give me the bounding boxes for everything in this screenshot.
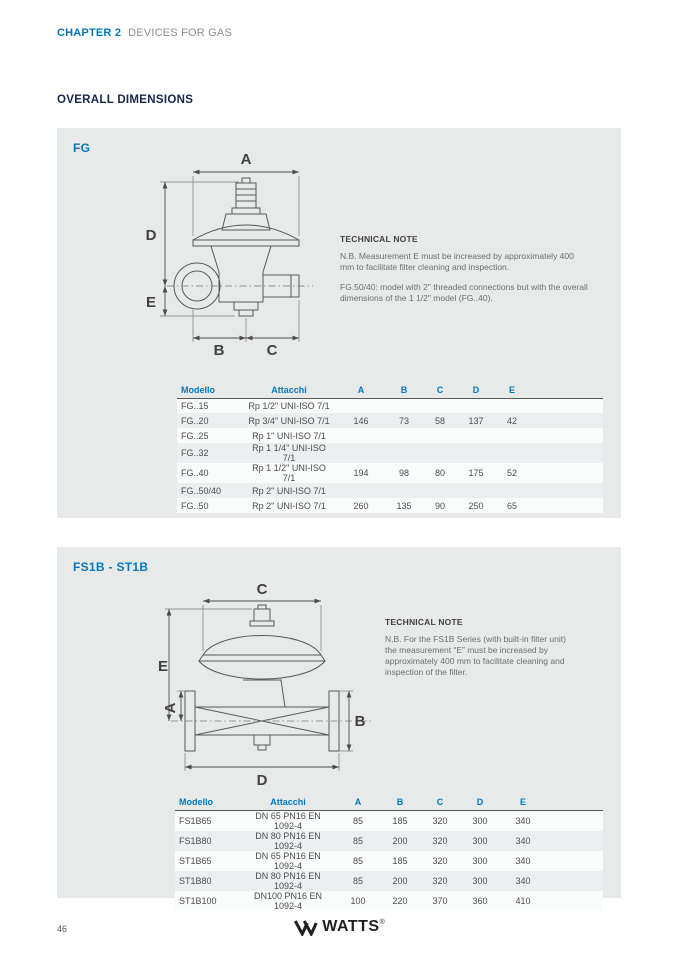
fs1b-dimension-d bbox=[185, 753, 339, 789]
page-number: 46 bbox=[57, 924, 68, 934]
cell-a bbox=[337, 398, 385, 413]
cell-a: 85 bbox=[352, 875, 363, 886]
table-row bbox=[175, 831, 603, 851]
cell-a: 194 bbox=[353, 468, 369, 478]
fg-technical-note-title: TECHNICAL NOTE bbox=[340, 234, 418, 244]
cell-modello: FG..15 bbox=[181, 400, 209, 411]
fg-dim-label-a: A bbox=[240, 151, 252, 168]
column-header-b: B bbox=[379, 794, 421, 810]
cell-d bbox=[457, 443, 495, 463]
cell-e: 340 bbox=[515, 835, 531, 846]
fs1b-technical-note bbox=[385, 617, 577, 687]
cell-attacchi: Rp 1 1/2" UNI-ISO 7/1 bbox=[252, 463, 326, 483]
cell-filler bbox=[545, 831, 603, 851]
cell-b: 135 bbox=[396, 500, 412, 511]
column-header-a: A bbox=[337, 382, 385, 398]
fs1b-dim-label-c: C bbox=[256, 581, 268, 598]
cell-c bbox=[423, 428, 457, 443]
fs1b-dim-label-d: D bbox=[256, 772, 268, 789]
table-header-row bbox=[177, 382, 603, 398]
cell-e: 42 bbox=[506, 415, 517, 426]
table-row bbox=[177, 413, 603, 428]
cell-b: 200 bbox=[392, 835, 408, 846]
fg-drawing-svg bbox=[131, 148, 351, 368]
column-header-attacchi: Attacchi bbox=[241, 382, 337, 398]
column-header-e: E bbox=[501, 794, 545, 810]
cell-d: 175 bbox=[468, 468, 484, 478]
cell-filler bbox=[529, 398, 603, 413]
cell-b: 98 bbox=[398, 468, 409, 478]
watts-logo bbox=[293, 918, 384, 936]
brand-name: WATTS bbox=[322, 918, 380, 935]
table-row bbox=[177, 498, 603, 513]
fs1b-technical-note-para1: N.B. For the FS1B Series (with built-in filter unit) the measurement “E” must be increased by approximately 400 mm to facilitate cleaning and inspection of the filter. bbox=[385, 634, 566, 677]
fs1b-dimension-a bbox=[162, 691, 185, 721]
cell-c: 90 bbox=[434, 500, 445, 511]
cell-b: 200 bbox=[392, 875, 408, 886]
column-header-d: D bbox=[457, 382, 495, 398]
cell-attacchi: DN 80 PN16 EN 1092-4 bbox=[255, 870, 321, 891]
cell-e: 410 bbox=[515, 895, 531, 906]
table-row bbox=[177, 463, 603, 483]
chapter-label: CHAPTER 2 bbox=[57, 27, 122, 39]
fg-dim-label-b: B bbox=[213, 342, 225, 359]
table-header-row bbox=[175, 794, 603, 810]
cell-attacchi: Rp 1/2" UNI-ISO 7/1 bbox=[248, 400, 330, 411]
cell-attacchi: DN100 PN16 EN 1092-4 bbox=[253, 890, 323, 911]
cell-modello: FG..50/40 bbox=[181, 485, 222, 496]
cell-b: 185 bbox=[392, 855, 408, 866]
fg-dimension-d bbox=[146, 182, 239, 286]
cell-a: 146 bbox=[353, 415, 369, 426]
fg-dim-label-c: C bbox=[266, 342, 278, 359]
fs1b-dimension-b bbox=[339, 691, 366, 751]
cell-e: 340 bbox=[515, 815, 531, 826]
cell-modello: FS1B80 bbox=[179, 835, 212, 846]
cell-filler bbox=[529, 428, 603, 443]
fs1b-panel-title: FS1B - ST1B bbox=[73, 560, 149, 574]
cell-d bbox=[457, 483, 495, 498]
cell-attacchi: Rp 2" UNI-ISO 7/1 bbox=[252, 500, 326, 511]
cell-c: 58 bbox=[434, 415, 445, 426]
fs1b-dimension-c bbox=[203, 581, 321, 651]
cell-modello: ST1B100 bbox=[179, 895, 217, 906]
cell-filler bbox=[545, 891, 603, 911]
cell-a: 85 bbox=[352, 855, 363, 866]
cell-a: 100 bbox=[350, 895, 366, 906]
table-row bbox=[177, 443, 603, 463]
fs1b-dim-label-e: E bbox=[157, 658, 169, 675]
fs1b-dim-label-a: A bbox=[162, 702, 179, 714]
fs1b-device-outline bbox=[185, 605, 339, 751]
cell-e: 52 bbox=[506, 468, 517, 478]
fg-panel-title: FG bbox=[73, 141, 91, 155]
cell-e bbox=[495, 398, 529, 413]
fs1b-technical-note-title: TECHNICAL NOTE bbox=[385, 617, 463, 627]
cell-a bbox=[337, 428, 385, 443]
cell-c bbox=[423, 483, 457, 498]
cell-attacchi: DN 65 PN16 EN 1092-4 bbox=[255, 810, 321, 831]
column-header-b: B bbox=[385, 382, 423, 398]
cell-filler bbox=[545, 851, 603, 871]
fg-technical-note bbox=[340, 234, 588, 313]
cell-modello: FG..32 bbox=[181, 448, 209, 458]
cell-c: 370 bbox=[432, 895, 448, 906]
column-header-filler bbox=[545, 794, 603, 810]
column-header-modello: Modello bbox=[175, 794, 239, 810]
column-header-c: C bbox=[423, 382, 457, 398]
cell-a bbox=[337, 443, 385, 463]
fg-dimension-drawing bbox=[131, 148, 351, 368]
cell-a: 85 bbox=[352, 835, 363, 846]
cell-modello: ST1B80 bbox=[179, 875, 212, 886]
cell-b bbox=[385, 398, 423, 413]
fg-dimensions-table bbox=[177, 382, 603, 513]
cell-filler bbox=[529, 443, 603, 463]
fg-dimension-b-c bbox=[193, 300, 299, 359]
cell-modello: FG..40 bbox=[181, 468, 209, 478]
column-header-c: C bbox=[421, 794, 459, 810]
table-row bbox=[175, 810, 603, 831]
fs1b-drawing-svg bbox=[157, 581, 387, 791]
watts-logo-mark-icon bbox=[293, 919, 319, 936]
cell-filler bbox=[529, 498, 603, 513]
page-footer bbox=[0, 916, 678, 946]
cell-filler bbox=[545, 871, 603, 891]
table-row bbox=[177, 398, 603, 413]
fg-technical-note-para1: N.B. Measurement E must be increased by approximately 400 mm to facilitate filter cleaning and inspection. bbox=[340, 251, 574, 272]
column-header-filler bbox=[529, 382, 603, 398]
cell-filler bbox=[529, 463, 603, 483]
cell-c bbox=[423, 443, 457, 463]
cell-c: 320 bbox=[432, 835, 448, 846]
fs1b-dim-label-b: B bbox=[354, 713, 366, 730]
cell-d: 300 bbox=[472, 815, 488, 826]
cell-attacchi: Rp 1" UNI-ISO 7/1 bbox=[252, 430, 326, 441]
cell-modello: ST1B65 bbox=[179, 855, 212, 866]
cell-filler bbox=[545, 810, 603, 831]
cell-a: 85 bbox=[352, 815, 363, 826]
cell-e bbox=[495, 443, 529, 463]
chapter-subtitle: DEVICES FOR GAS bbox=[128, 27, 233, 39]
cell-modello: FG..20 bbox=[181, 415, 209, 426]
cell-attacchi: DN 80 PN16 EN 1092-4 bbox=[255, 830, 321, 851]
cell-d: 300 bbox=[472, 875, 488, 886]
column-header-modello: Modello bbox=[177, 382, 241, 398]
cell-e bbox=[495, 483, 529, 498]
fg-panel bbox=[57, 128, 621, 518]
cell-e: 340 bbox=[515, 855, 531, 866]
fs1b-dimensions-table bbox=[175, 794, 603, 911]
cell-d: 300 bbox=[472, 855, 488, 866]
cell-modello: FS1B65 bbox=[179, 815, 212, 826]
cell-e bbox=[495, 428, 529, 443]
cell-d: 360 bbox=[472, 895, 488, 906]
fg-dimension-a bbox=[193, 151, 299, 236]
cell-b bbox=[385, 483, 423, 498]
cell-b bbox=[385, 428, 423, 443]
cell-c: 320 bbox=[432, 855, 448, 866]
fg-dim-label-e: E bbox=[145, 294, 157, 311]
registered-trademark: ® bbox=[379, 919, 385, 926]
cell-c: 320 bbox=[432, 815, 448, 826]
cell-a: 260 bbox=[353, 500, 369, 511]
cell-b: 220 bbox=[392, 895, 408, 906]
column-header-attacchi: Attacchi bbox=[239, 794, 337, 810]
table-row bbox=[175, 851, 603, 871]
cell-attacchi: Rp 2" UNI-ISO 7/1 bbox=[252, 485, 326, 496]
cell-attacchi: DN 65 PN16 EN 1092-4 bbox=[255, 850, 321, 871]
cell-modello: FG..25 bbox=[181, 430, 209, 441]
cell-b: 73 bbox=[398, 415, 409, 426]
cell-filler bbox=[529, 413, 603, 428]
fs1b-dimension-drawing bbox=[157, 581, 387, 791]
cell-d bbox=[457, 428, 495, 443]
table-row bbox=[177, 483, 603, 498]
table-row bbox=[177, 428, 603, 443]
page-header bbox=[57, 27, 232, 39]
cell-c: 80 bbox=[434, 468, 445, 478]
column-header-a: A bbox=[337, 794, 379, 810]
cell-attacchi: Rp 3/4" UNI-ISO 7/1 bbox=[248, 415, 330, 426]
cell-b bbox=[385, 443, 423, 463]
table-row bbox=[175, 891, 603, 911]
fs1b-panel bbox=[57, 547, 621, 911]
section-title: OVERALL DIMENSIONS bbox=[57, 94, 194, 106]
cell-modello: FG..50 bbox=[181, 500, 209, 511]
column-header-d: D bbox=[459, 794, 501, 810]
cell-e: 65 bbox=[506, 500, 517, 511]
cell-c: 320 bbox=[432, 875, 448, 886]
cell-e: 340 bbox=[515, 875, 531, 886]
cell-filler bbox=[529, 483, 603, 498]
cell-attacchi: Rp 1 1/4" UNI-ISO 7/1 bbox=[252, 443, 326, 463]
cell-d: 300 bbox=[472, 835, 488, 846]
cell-c bbox=[423, 398, 457, 413]
fg-dimension-e bbox=[146, 286, 235, 316]
cell-d: 137 bbox=[468, 415, 484, 426]
cell-a bbox=[337, 483, 385, 498]
fg-technical-note-para2: FG.50/40: model with 2" threaded connections but with the overall dimensions of the 1 1/2" model (FG..40). bbox=[340, 282, 588, 303]
cell-d bbox=[457, 398, 495, 413]
column-header-e: E bbox=[495, 382, 529, 398]
cell-b: 185 bbox=[392, 815, 408, 826]
table-row bbox=[175, 871, 603, 891]
cell-d: 250 bbox=[468, 500, 484, 511]
fg-dim-label-d: D bbox=[145, 227, 157, 244]
